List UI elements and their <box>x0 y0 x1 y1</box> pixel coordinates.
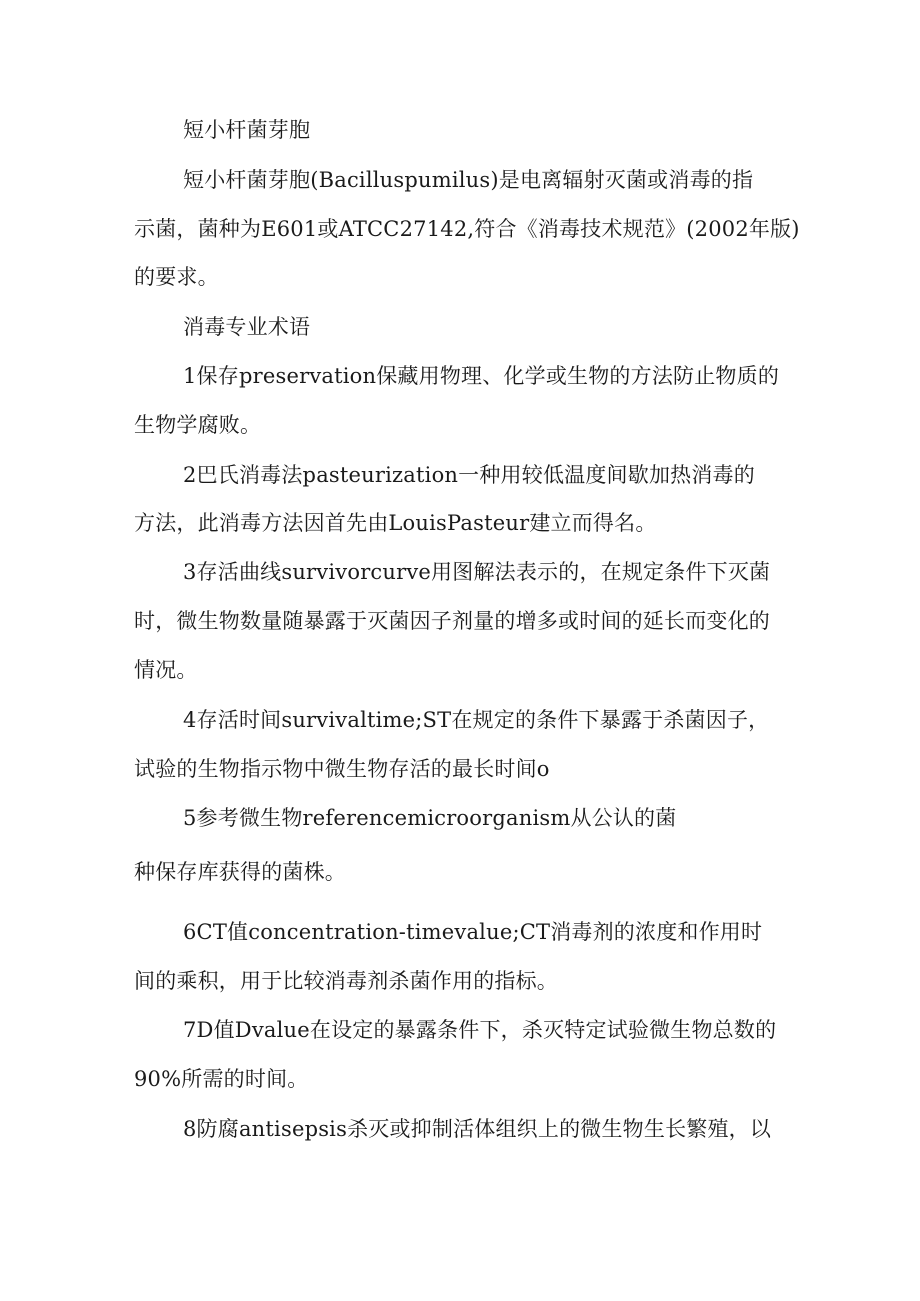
paragraph-line: 示菌，菌种为E601或ATCC27142,符合《消毒技术规范》(2002年版) <box>134 217 800 241</box>
term-line: 90%所需的时间。 <box>134 1067 309 1091</box>
term-line: 6CT值concentration-timevalue;CT消毒剂的浓度和作用时 <box>183 920 763 944</box>
term-line: 方法，此消毒方法因首先由LouisPasteur建立而得名。 <box>134 511 657 535</box>
term-line: 生物学腐败。 <box>134 413 262 437</box>
term-line: 7D值Dvalue在设定的暴露条件下，杀灭特定试验微生物总数的 <box>183 1018 777 1042</box>
term-line: 5参考微生物referencemicroorganism从公认的菌 <box>183 806 677 830</box>
section-heading-terms: 消毒专业术语 <box>183 315 311 339</box>
term-line: 1保存preservation保藏用物理、化学或生物的方法防止物质的 <box>183 364 780 388</box>
term-line: 时，微生物数量随暴露于灭菌因子剂量的增多或时间的延长而变化的 <box>134 609 770 633</box>
term-line: 2巴氏消毒法pasteurization一种用较低温度间歇加热消毒的 <box>183 463 755 487</box>
term-line: 情况。 <box>134 658 198 682</box>
term-line: 试验的生物指示物中微生物存活的最长时间o <box>134 757 550 781</box>
term-line: 4存活时间survivaltime;ST在规定的条件下暴露于杀菌因子， <box>183 708 770 732</box>
paragraph-line: 的要求。 <box>134 265 219 289</box>
term-line: 间的乘积，用于比较消毒剂杀菌作用的指标。 <box>134 969 558 993</box>
section-heading-bacillus: 短小杆菌芽胞 <box>183 118 311 142</box>
term-line: 种保存库获得的菌株。 <box>134 860 346 884</box>
term-line: 8防腐antisepsis杀灭或抑制活体组织上的微生物生长繁殖，以 <box>183 1117 772 1141</box>
term-line: 3存活曲线survivorcurve用图解法表示的，在规定条件下灭菌 <box>183 560 771 584</box>
paragraph-line: 短小杆菌芽胞(Bacilluspumilus)是电离辐射灭菌或消毒的指 <box>183 168 754 192</box>
